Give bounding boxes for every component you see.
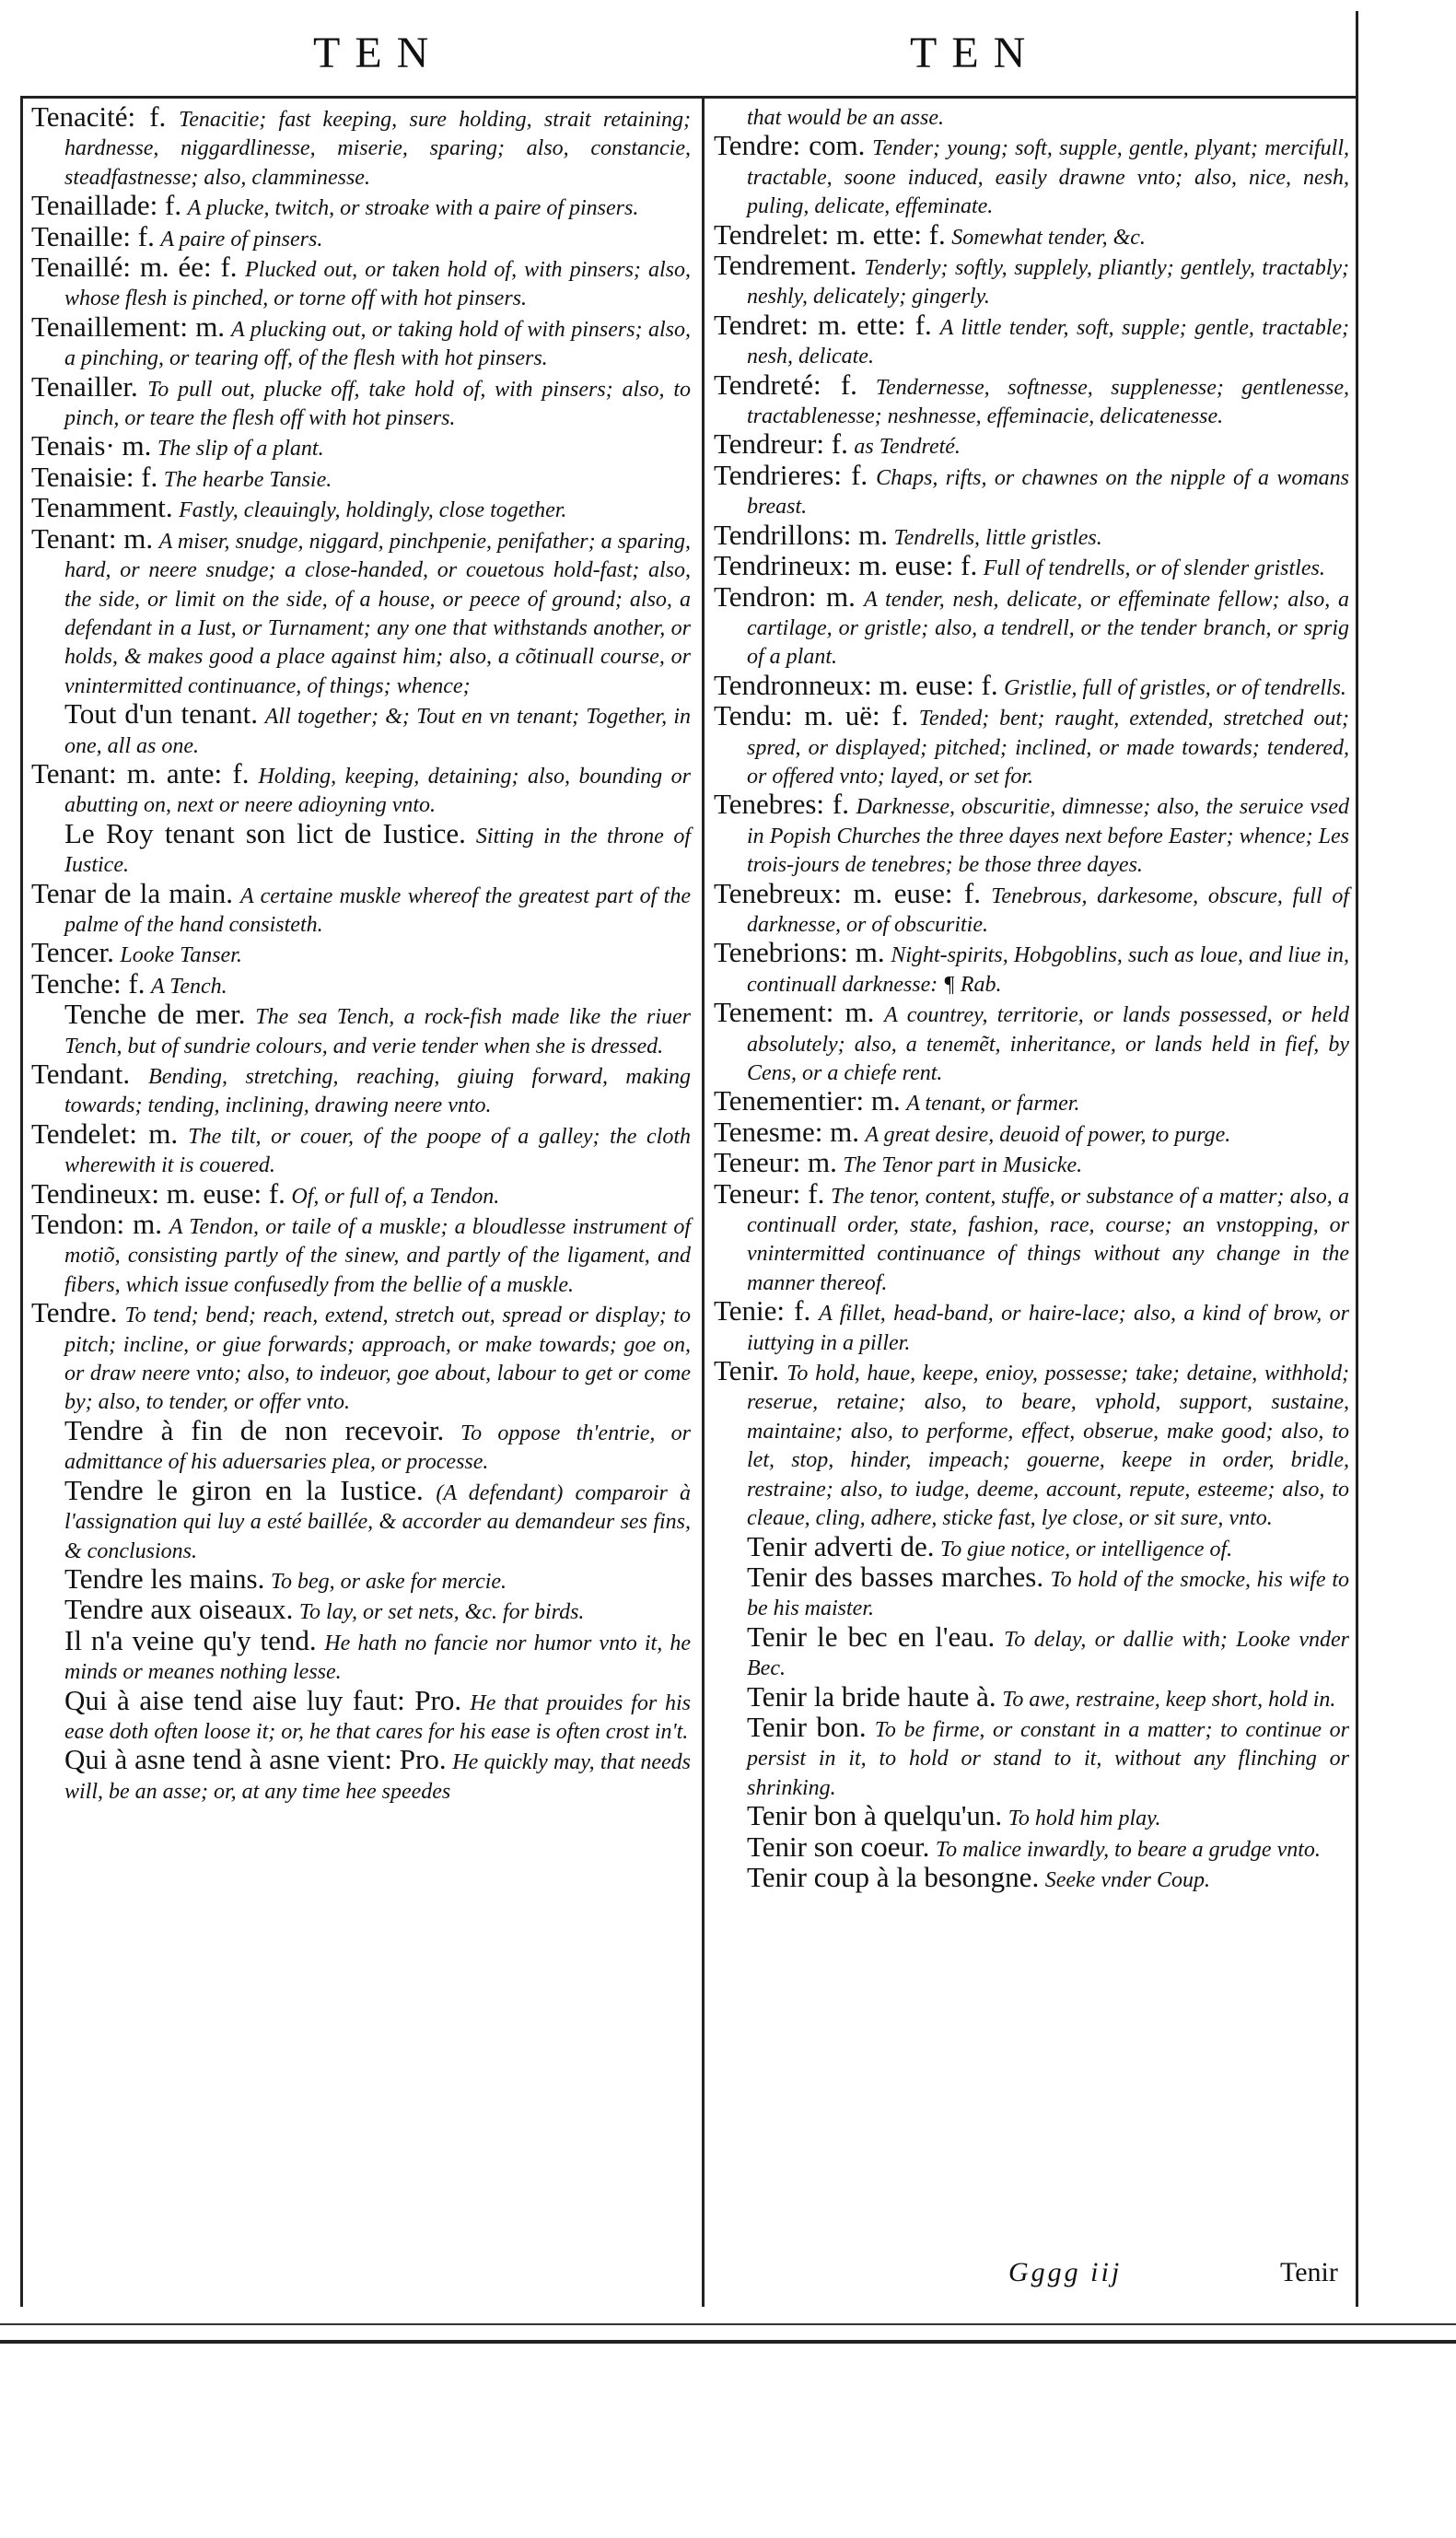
dictionary-entry [31,936,691,969]
dictionary-entry [31,1000,691,1060]
dictionary-entry [714,579,1349,672]
entry-headword: Tendronneux: m. euse: f. [714,668,998,701]
dictionary-entry [714,1560,1350,1623]
entry-headword: Tenesme: m. [714,1115,859,1148]
dictionary-entry [31,1561,691,1596]
entry-headword: Tenar de la main. [31,876,233,909]
entry-headword: Tendre aux oiseaux. [64,1593,294,1626]
entry-definition: Full of tendrells, or of slender gristles. [983,556,1325,581]
entry-headword: Tendrillons: m. [714,518,888,551]
entry-definition: Fastly, cleauingly, holdingly, close together. [179,498,567,523]
entry-headword: Tenebreux: m. euse: f. [714,876,981,909]
signature-mark: Gggg iij [1008,2257,1123,2287]
entry-definition: Tenacitie; fast keeping, sure holding, strait retaining; hardnesse, niggardlinesse, miserie, sparing; also, constancie, steadfastnesse; also, clamminesse. [64,108,691,190]
dictionary-entry [31,1743,692,1806]
dictionary-entry [714,129,1349,220]
entry-headword: Tendret: m. ette: f. [714,308,932,341]
entry-headword: Tenaillade: f. [31,189,182,222]
entry-headword: Tenementier: m. [714,1084,901,1117]
entry-headword: Tendre à fin de non recevoir. [64,1413,445,1446]
dictionary-entry [714,1115,1349,1149]
page-footer [0,2257,1456,2294]
dictionary-entry [714,308,1350,371]
entry-definition: The tilt, or couer, of the poope of a galley; the cloth wherewith it is couered. [64,1124,692,1178]
entry-definition: Somewhat tender, &c. [951,225,1146,250]
entry-headword: Tendrieres: f. [714,458,868,491]
entry-definition: To oppose th'entrie, or admittance of his aduersaries plea, or processe. [64,1421,692,1475]
dictionary-entry [714,1860,1349,1894]
entry-definition: Gristlie, full of gristles, or of tendrells. [1004,675,1346,700]
dictionary-entry [714,1294,1350,1357]
dictionary-entry [31,100,691,192]
entry-definition: A great desire, deuoid of power, to purge. [865,1122,1231,1147]
entry-headword: Tendu: m. uë: f. [714,699,909,732]
entry-definition: To be firme, or constant in a matter; to continue or persist in it, to hold or stand to it, without any flinching or shrinking. [747,1717,1350,1800]
entry-definition: Looke Tanser. [120,943,242,968]
dictionary-entry [714,1830,1349,1864]
dictionary-entry [714,699,1349,790]
running-header [0,28,1456,83]
entry-definition: as Tendreté. [854,435,961,460]
dictionary-entry [714,936,1350,999]
dictionary-entry [31,460,691,494]
entry-definition: The tenor, content, stuffe, or substance of a matter; also, a continuall order, state, fashion, race, course; an vnstopping, or vnintermitted continuance of things without any change in the manner thereof. [747,1184,1349,1295]
left-border-rule [20,96,23,2307]
dictionary-entry [31,697,691,760]
entry-headword: Tenebres: f. [714,788,850,821]
entry-definition: The hearbe Tansie. [163,467,332,492]
entry-definition: Darknesse, obscuritie, dimnesse; also, the seruice vsed in Popish Churches the three dayes next before Easter; whence; Les trois-jours de tenebres; be those three dayes. [747,795,1350,878]
header-right-word: TEN [910,29,1041,77]
entry-definition: He quickly may, that needs will, be an asse; or, at any time hee speedes [64,1750,692,1804]
dictionary-entry [31,1060,691,1120]
bottom-rule [0,2323,1456,2325]
entry-definition: that would be an asse. [747,106,944,130]
dictionary-entry [714,1146,1349,1179]
dictionary-entry [714,1084,1349,1117]
dictionary-entry [714,1679,1349,1713]
entry-definition: A certaine muskle whereof the greatest part of the palme of the hand consisteth. [64,883,692,937]
dictionary-entry [714,217,1349,251]
entry-definition: Tender; young; soft, supple, gentle, plyant; mercifull, tractable, soone induced, easily drawne vnto; also, nice, nesh, puling, delicate, effeminate. [747,136,1349,219]
entry-headword: Tenaillé: m. ée: f. [31,251,238,284]
entry-definition: A little tender, soft, supple; gentle, tractable; nesh, delicate. [747,315,1350,369]
entry-definition: He that prouides for his ease doth often loose it; or, he that cares for his ease is often crost in't. [64,1690,691,1744]
entry-definition: Chaps, rifts, or chawnes on the nipple of a womans breast. [747,465,1350,520]
entry-definition: Plucked out, or taken hold of, with pinsers; also, whose flesh is pinched, or torne off with hot pinsers. [64,258,691,311]
entry-headword: Tenir bon. [747,1710,867,1743]
entry-definition: (A defendant) comparoir à l'assignation qui luy a esté baillée, & accorder au demandeur ses fins, & conclusions. [64,1480,692,1563]
entry-definition: Bending, stretching, reaching, giuing forward, making towards; tending, inclining, drawing neere vnto. [64,1065,692,1118]
entry-headword: Tenacité: f. [31,100,167,133]
dictionary-entry [31,310,692,373]
dictionary-entry [714,876,1349,940]
dictionary-entry [714,996,1350,1087]
entry-definition: The sea Tench, a rock-fish made like the riuer Tench, but of sundrie colours, and verie tender when she is dressed. [64,1005,692,1058]
entry-definition: To giue notice, or intelligence of. [940,1537,1233,1561]
dictionary-entry [31,966,691,1000]
entry-headword: Tenant: m. [31,521,154,555]
entry-headword: Tout d'un tenant. [64,697,258,731]
dictionary-entry [31,1593,691,1626]
entry-definition: A countrey, territorie, or lands possessed, or held absolutely; also, a tenemẽt, inheritance, or lands held in fief, by Cens, or a chiefe rent. [747,1003,1350,1085]
entry-headword: Tendelet: m. [31,1117,179,1150]
entry-headword: Tenie: f. [714,1294,811,1327]
entry-headword: Tenaisie: f. [31,460,158,493]
entry-headword: Tendre le giron en la Iustice. [64,1473,424,1506]
entry-definition: Tenebrous, darkesome, obscure, full of darknesse, or of obscuritie. [747,883,1349,937]
entry-headword: Tenaille: f. [31,219,155,252]
entry-headword: Tenailler. [31,369,138,403]
entry-headword: Tenir coup à la besongne. [747,1860,1040,1893]
entry-definition: A tender, nesh, delicate, or effeminate fellow; also, a cartilage, or gristle; also, a tendrell, or the tender branch, or sprig of a plant. [747,587,1349,670]
dictionary-entry [31,521,691,700]
entry-headword: Tendrement. [714,249,857,282]
entry-headword: Tenir. [714,1354,780,1387]
entry-definition: Holding, keeping, detaining; also, bounding or abutting on, next or neere adioyning vnto. [64,764,692,818]
entry-headword: Tenant: m. ante: f. [31,756,250,789]
entry-definition: To hold him play. [1008,1807,1161,1831]
entry-headword: Tencer. [31,936,114,969]
entry-headword: Tendron: m. [714,579,856,613]
header-left-word: TEN [313,29,444,77]
entry-headword: Tendre: com. [714,129,866,162]
entry-headword: Tenais· m. [31,429,152,462]
right-column [714,103,1349,1894]
entry-headword: Tendrineux: m. euse: f. [714,549,978,582]
dictionary-entry [31,1296,691,1417]
entry-definition: To hold, haue, keepe, enioy, possesse; take; detaine, withhold; reserue, retaine; also, to beare, vphold, support, sustaine, maintaine; also, to performe, effect, obserue, make good; also, to let, stop, hinder, impeach; gouerne, keepe in order, bridle, restraine; also, to iudge, deeme, account, repute, esteeme; also, to cleaue, cling, adhere, sticke fast, lye close, or sit sure, vnto. [747,1362,1350,1531]
dictionary-entry [714,427,1349,461]
entry-headword: Tendon: m. [31,1208,162,1241]
dictionary-entry [31,1683,691,1747]
dictionary-entry [31,253,691,313]
dictionary-entry [714,368,1350,431]
entry-headword: Tenche de mer. [64,998,246,1031]
entry-definition: Tended; bent; raught, extended, stretched out; spred, or displayed; pitched; inclined, or made towards; tendered, or offered vnto; layed, or set for. [747,707,1349,789]
entry-definition: To beg, or aske for mercie. [270,1569,507,1594]
left-column [31,100,692,1806]
entry-headword: Qui à aise tend aise luy faut: Pro. [64,1683,462,1716]
entry-definition: To pull out, plucke off, take hold of, with pinsers; also, to pinch, or teare the flesh off with hot pinsers. [64,377,692,431]
dictionary-entry [714,251,1349,311]
dictionary-entry [714,1176,1349,1298]
entry-headword: Tendreur: f. [714,427,848,461]
dictionary-entry [714,549,1349,582]
entry-headword: Tenir la bride haute à. [747,1679,996,1713]
entry-definition: Night-spirits, Hobgoblins, such as loue, and liue in, continuall darknesse: ¶ Rab. [747,943,1350,997]
catchword: Tenir [1280,2257,1338,2287]
top-rule [20,96,1356,99]
dictionary-entry [714,1710,1350,1802]
entry-definition: A plucking out, or taking hold of with pinsers; also, a pinching, or tearing off, of the flesh with hot pinsers. [64,317,692,371]
entry-headword: Tendineux: m. euse: f. [31,1176,285,1210]
dictionary-entry [31,876,692,940]
entry-definition: To awe, restraine, keep short, hold in. [1002,1687,1336,1712]
entry-definition: A Tendon, or taile of a muskle; a bloudlesse instrument of motiõ, consisting partly of the sinew, and partly of the ligament, and fibers, which issue confusedly from the bellie of a muskle. [64,1215,692,1297]
entry-headword: Tenir le bec en l'eau. [747,1620,996,1653]
entry-definition: To delay, or dallie with; Looke vnder Bec. [747,1627,1350,1681]
dictionary-entry [31,1413,692,1477]
entry-definition: A tenant, or farmer. [906,1092,1080,1117]
entry-headword: Teneur: m. [714,1146,837,1179]
entry-headword: Tenche: f. [31,966,146,1000]
entry-definition: Tenderly; softly, supplely, pliantly; gentlely, tractably; neshly, delicately; gingerly. [747,256,1350,310]
entry-headword: Tenir adverti de. [747,1529,935,1562]
entry-definition: A paire of pinsers. [160,227,323,251]
entry-definition: The slip of a plant. [157,437,324,462]
entry-definition: A miser, snudge, niggard, pinchpenie, penifather; a sparing, hard, or neere snudge; a close-handed, or couetous hold-fast; also, the side, or limit on the side, of a house, or peece of ground; also, a defendant in a Iust, or Turnament; any one that withstands another, or holds, & makes good a place against him; also, a cõtinuall course, or vnintermitted continuance, of things; whence; [64,529,691,698]
entry-headword: Tendrelet: m. ette: f. [714,217,946,251]
entry-headword: Tendant. [31,1058,131,1090]
entry-headword: Teneur: f. [714,1176,825,1210]
dictionary-entry [31,1176,691,1211]
dictionary-entry [714,790,1349,879]
entry-headword: Tendre les mains. [64,1561,265,1595]
dictionary-entry [714,458,1350,521]
entry-definition: Sitting in the throne of Iustice. [64,824,691,878]
column-divider-rule [702,96,705,2307]
bottom-rule-thick [0,2340,1456,2344]
dictionary-entry [714,518,1349,552]
dictionary-entry [31,1473,692,1565]
dictionary-entry [714,103,1349,132]
entry-headword: Tendreté: f. [714,368,857,401]
entry-definition: To tend; bend; reach, extend, stretch out, spread or display; to pitch; incline, or giue forwards; approach, or make towards; goe on, or draw neere vnto; also, to indeuor, goe about, labour to get or come by; also, to tender, or offer vnto. [64,1304,691,1415]
dictionary-entry [714,1354,1350,1532]
entry-definition: To lay, or set nets, &c. for birds. [298,1600,585,1625]
dictionary-entry [31,1208,692,1299]
entry-definition: He hath no fancie nor humor vnto it, he minds or meanes nothing lesse. [64,1631,692,1685]
dictionary-entry [714,1529,1349,1563]
entry-headword: Tenebrions: m. [714,936,885,969]
dictionary-entry [31,429,691,462]
entry-definition: Tendernesse, softnesse, supplenesse; gentlenesse, tractablenesse; neshnesse, effeminacie, delicatenesse. [747,375,1350,429]
entry-definition: A fillet, head-band, or haire-lace; also, a kind of brow, or iuttying in a piller. [747,1302,1350,1355]
entry-definition: Tendrells, little gristles. [893,525,1102,550]
dictionary-entry [31,1117,692,1180]
entry-definition: A Tench. [151,974,227,999]
dictionary-entry [31,189,691,222]
entry-headword: Tenir des basses marches. [747,1560,1044,1593]
entry-headword: Tenamment. [31,491,173,524]
right-border-rule [1356,11,1358,2307]
entry-definition: Of, or full of, a Tendon. [291,1184,500,1209]
dictionary-entry [31,491,691,524]
entry-headword: Tendre. [31,1296,118,1329]
entry-headword: Qui à asne tend à asne vient: Pro. [64,1743,447,1776]
dictionary-entry [31,816,691,880]
entry-headword: Tenaillement: m. [31,310,226,343]
dictionary-entry [31,756,692,820]
entry-headword: Tenir bon à quelqu'un. [747,1799,1003,1832]
entry-definition: All together; &; Tout en vn tenant; Together, in one, all as one. [64,705,691,758]
dictionary-entry [714,1799,1349,1832]
entry-headword: Le Roy tenant son lict de Iustice. [64,816,466,849]
entry-headword: Tenement: m. [714,996,875,1029]
entry-definition: To malice inwardly, to beare a grudge vnto. [935,1837,1321,1862]
entry-definition: The Tenor part in Musicke. [843,1153,1083,1178]
entry-headword: Il n'a veine qu'y tend. [64,1623,317,1656]
dictionary-entry [31,219,691,253]
entry-definition: Seeke vnder Coup. [1044,1867,1210,1892]
entry-headword: Tenir son coeur. [747,1830,930,1863]
dictionary-entry [31,369,692,433]
dictionary-entry [31,1623,692,1687]
dictionary-entry [714,668,1349,702]
dictionary-entry [714,1620,1350,1683]
entry-definition: To hold of the smocke, his wife to be his maister. [747,1567,1350,1621]
entry-definition: A plucke, twitch, or stroake with a paire of pinsers. [187,196,639,221]
